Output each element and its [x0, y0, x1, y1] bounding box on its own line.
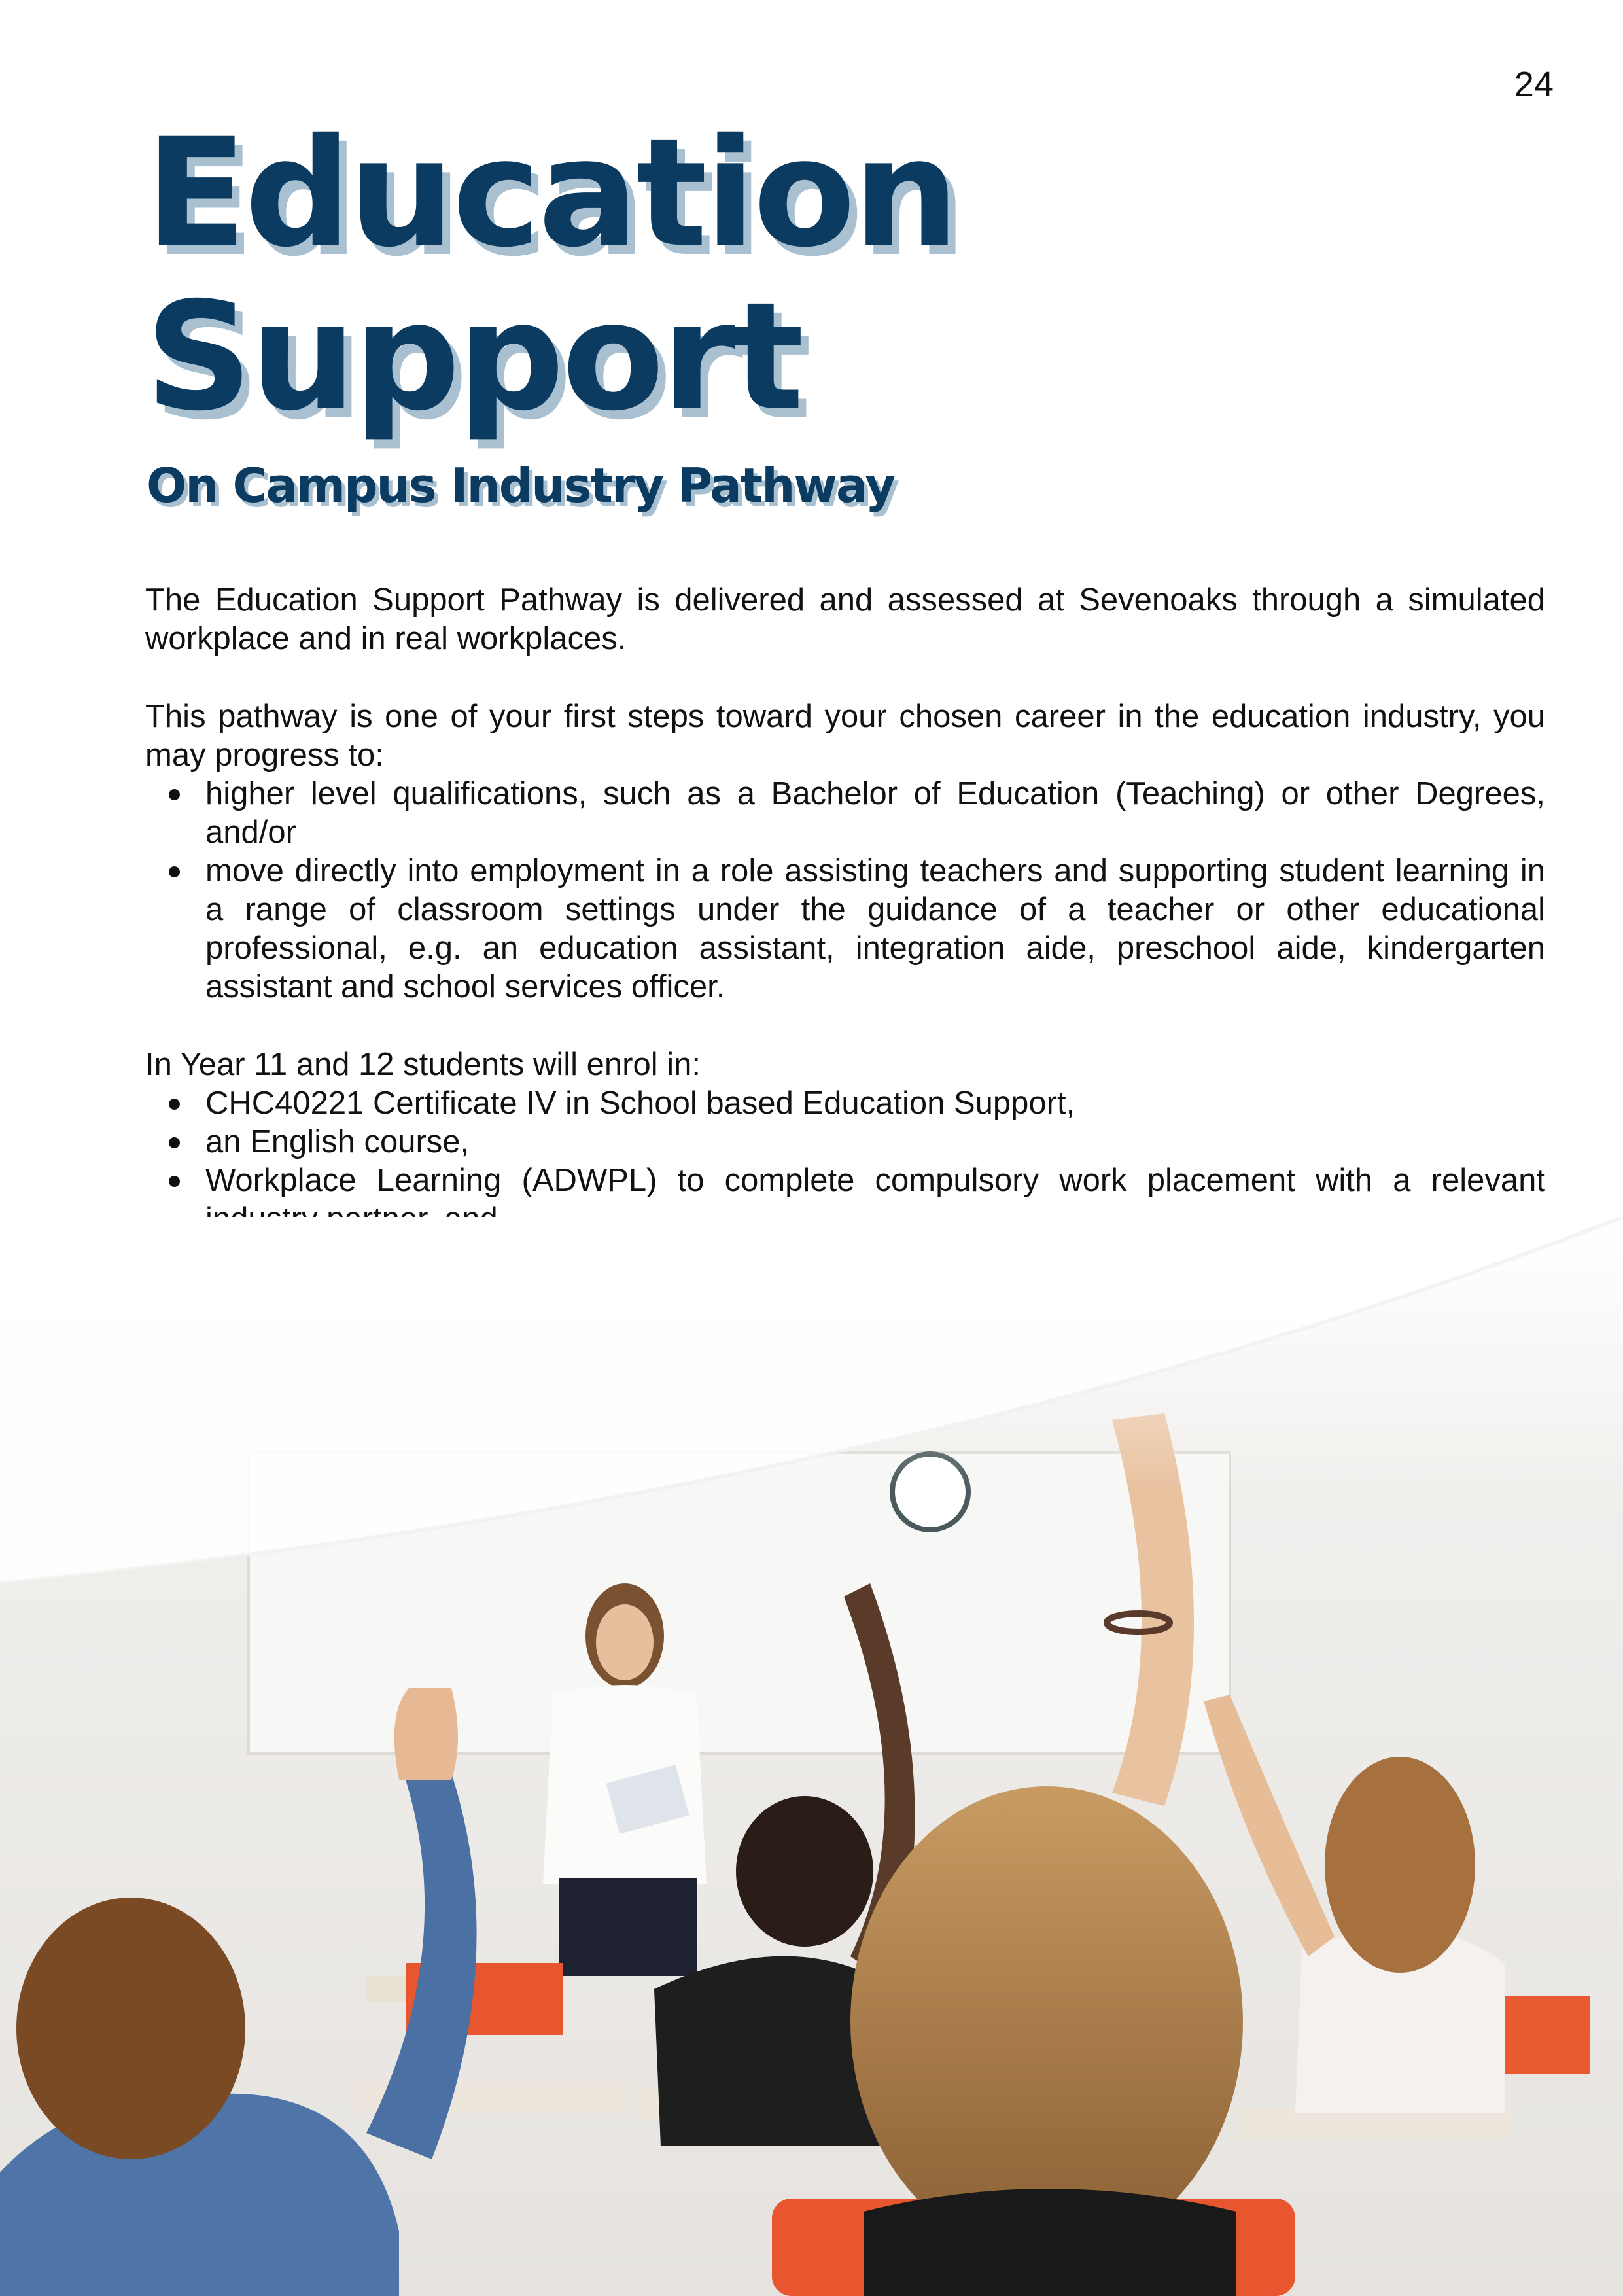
- enrolment-item: Workplace Learning (ADWPL) to complete compulsory work placement with a relevant: [205, 1161, 1545, 1239]
- enrolment-item: an English course,: [205, 1123, 1545, 1161]
- page-title-line-2: Support: [145, 270, 802, 444]
- page-title-line-1: Education: [145, 106, 957, 280]
- enrolment-lead: In Year 11 and 12 students will enrol in:: [145, 1047, 701, 1082]
- progression-lead: This pathway is one of your first steps toward your chosen career in the education industry, you may progress to:: [145, 699, 1545, 773]
- intro-paragraph: The Education Support Pathway is delivered and assessed at Sevenoaks through a simulated workplace and in real workplaces.: [145, 582, 1545, 656]
- progression-item: move directly into employment in a role assisting teachers and supporting student learning in a range of classroom settings under the guidance of a teacher or other educational professional, e.g. an education assistant, integration aide, preschool aide, kindergarten assistant and school services officer.: [205, 852, 1545, 1006]
- progression-item: higher level qualifications, such as a Bachelor of Education (Teaching) or other Degrees, and/or: [205, 775, 1545, 852]
- page-number: 24: [1514, 65, 1554, 104]
- enrolment-item: CHC40221 Certificate IV in School based Education Support,: [205, 1084, 1545, 1123]
- page-subtitle: On Campus Industry Pathway: [147, 458, 895, 513]
- body-content: [145, 581, 1545, 1277]
- page-title: [145, 106, 957, 444]
- classroom-photo: [0, 1217, 1623, 2296]
- progression-list: [145, 775, 1545, 1006]
